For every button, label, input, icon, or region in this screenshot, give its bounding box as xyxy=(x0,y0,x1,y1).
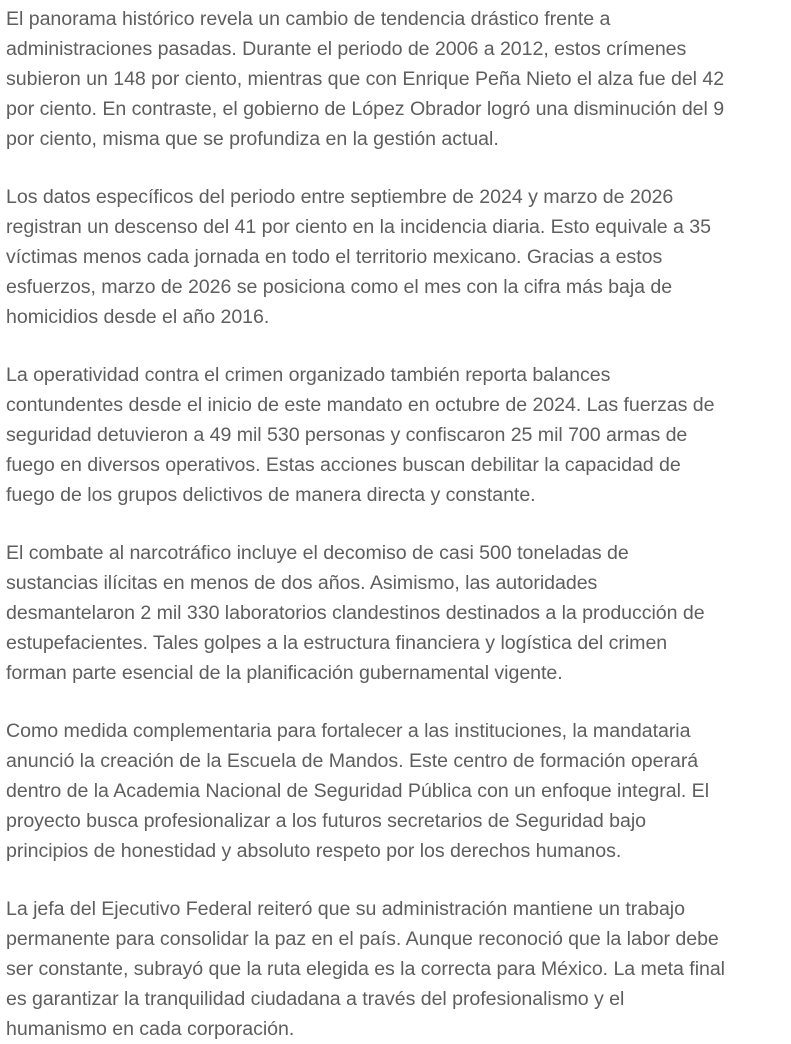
paragraph-specific-data xyxy=(6,182,785,332)
text-line: ser constante, subrayó que la ruta elegida es la correcta para México. La meta final xyxy=(6,958,725,980)
text-line: El panorama histórico revela un cambio de tendencia drástico frente a xyxy=(6,8,611,30)
text-line: subieron un 148 por ciento, mientras que con Enrique Peña Nieto el alza fue del 42 xyxy=(6,68,725,90)
text-line: desmantelaron 2 mil 330 laboratorios clandestinos destinados a la producción de xyxy=(6,602,705,624)
text-line: administraciones pasadas. Durante el periodo de 2006 a 2012, estos crímenes xyxy=(6,38,687,60)
text-line: anunció la creación de la Escuela de Mandos. Este centro de formación operará xyxy=(6,750,699,772)
text-line: humanismo en cada corporación. xyxy=(6,1018,295,1040)
text-line: homicidios desde el año 2016. xyxy=(6,306,270,328)
text-line: seguridad detuvieron a 49 mil 530 personas y confiscaron 25 mil 700 armas de xyxy=(6,424,688,446)
text-line: por ciento. En contraste, el gobierno de López Obrador logró una disminución del 9 xyxy=(6,98,725,120)
text-line: permanente para consolidar la paz en el país. Aunque reconoció que la labor debe xyxy=(6,928,719,950)
text-line: estupefacientes. Tales golpes a la estructura financiera y logística del crimen xyxy=(6,632,668,654)
text-line: esfuerzos, marzo de 2026 se posiciona como el mes con la cifra más baja de xyxy=(6,276,673,298)
paragraph-historical-trend xyxy=(6,4,785,154)
text-line: forman parte esencial de la planificación gubernamental vigente. xyxy=(6,662,563,684)
text-line: sustancias ilícitas en menos de dos años. Asimismo, las autoridades xyxy=(6,572,598,594)
text-line: registran un descenso del 41 por ciento en la incidencia diaria. Esto equivale a 35 xyxy=(6,216,711,238)
text-line: fuego en diversos operativos. Estas acciones buscan debilitar la capacidad de xyxy=(6,454,681,476)
text-line: El combate al narcotráfico incluye el decomiso de casi 500 toneladas de xyxy=(6,542,629,564)
paragraph-operations xyxy=(6,360,785,510)
text-line: fuego de los grupos delictivos de manera directa y constante. xyxy=(6,484,536,506)
text-line: contundentes desde el inicio de este mandato en octubre de 2024. Las fuerzas de xyxy=(6,394,715,416)
paragraph-conclusion xyxy=(6,894,785,1044)
paragraph-drug-trafficking xyxy=(6,538,785,688)
text-line: La jefa del Ejecutivo Federal reiteró que su administración mantiene un trabajo xyxy=(6,898,685,920)
text-line: Como medida complementaria para fortalecer a las instituciones, la mandataria xyxy=(6,720,691,742)
paragraph-command-school xyxy=(6,716,785,866)
text-line: dentro de la Academia Nacional de Seguridad Pública con un enfoque integral. El xyxy=(6,780,709,802)
text-line: proyecto busca profesionalizar a los futuros secretarios de Seguridad bajo xyxy=(6,810,646,832)
text-line: por ciento, misma que se profundiza en la gestión actual. xyxy=(6,128,499,150)
text-line: La operatividad contra el crimen organizado también reporta balances xyxy=(6,364,611,386)
text-line: víctimas menos cada jornada en todo el territorio mexicano. Gracias a estos xyxy=(6,246,663,268)
text-line: es garantizar la tranquilidad ciudadana a través del profesionalismo y el xyxy=(6,988,625,1010)
text-line: Los datos específicos del periodo entre septiembre de 2024 y marzo de 2026 xyxy=(6,186,674,208)
text-line: principios de honestidad y absoluto respeto por los derechos humanos. xyxy=(6,840,622,862)
